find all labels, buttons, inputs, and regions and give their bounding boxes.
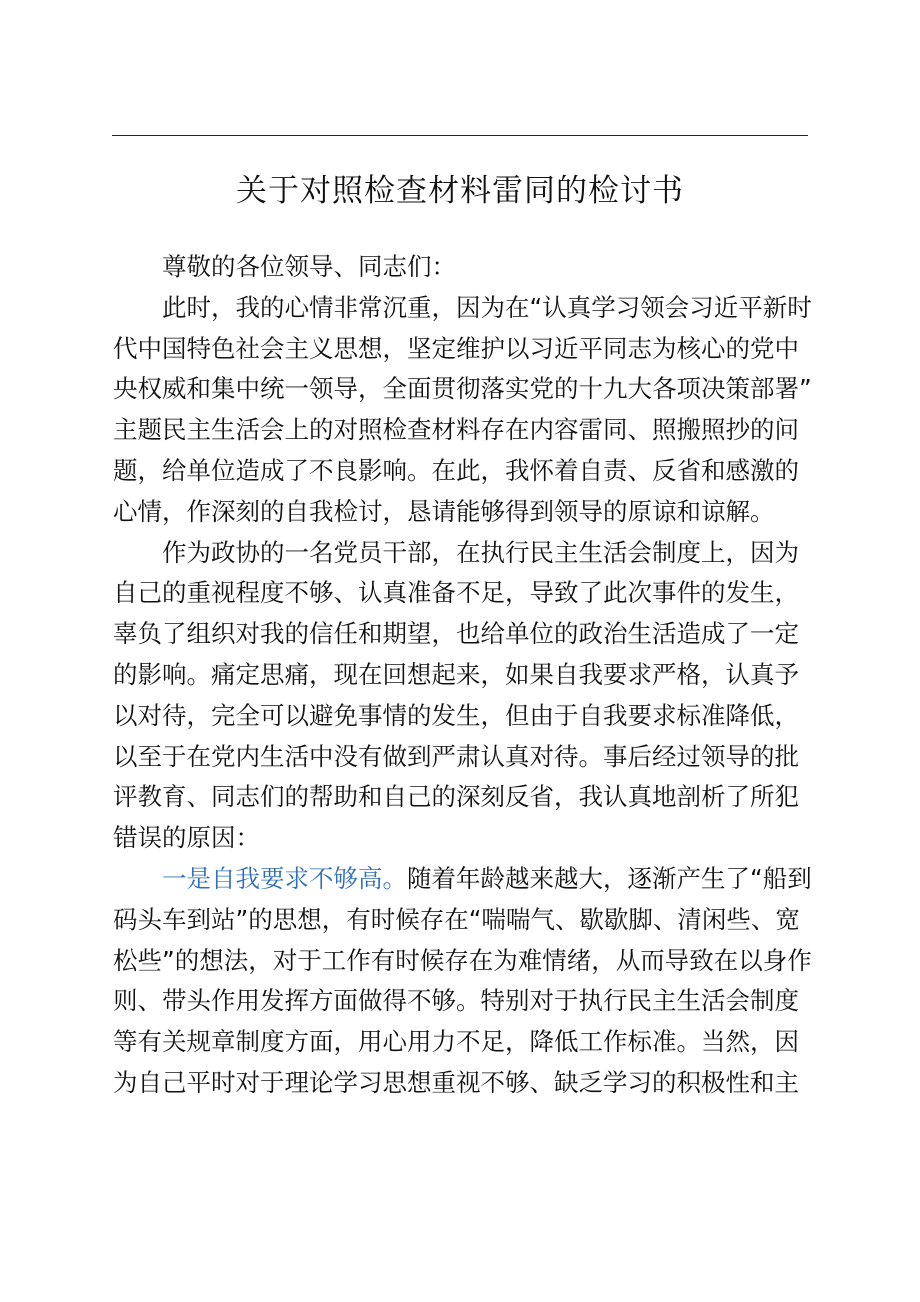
text-line: 码头车到站”的思想，有时候存在“喘喘气、歇歇脚、清闲些、宽 [113, 904, 800, 934]
text-line: 为自己平时对于理论学习思想重视不够、缺乏学习的积极性和主 [113, 1067, 799, 1097]
text-line: 以对待，完全可以避免事情的发生，但由于自我要求标准降低， [113, 700, 799, 730]
text-fragment: 随着年龄越来越大，逐渐产生了“船到 [407, 863, 812, 893]
text-line: 题，给单位造成了不良影响。在此，我怀着自责、反省和感激的 [113, 455, 799, 485]
paragraph-2 [113, 533, 813, 859]
text-line: 尊敬的各位领导、同志们： [162, 252, 456, 281]
paragraph-3 [113, 859, 813, 1104]
document-body [113, 247, 813, 1104]
text-line: 辜负了组织对我的信任和期望，也给单位的政治生活造成了一定 [113, 619, 799, 649]
text-line: 等有关规章制度方面，用心用力不足，降低工作标准。当然，因 [113, 1027, 799, 1057]
text-line: 央权威和集中统一领导，全面贯彻落实党的十九大各项决策部署” [113, 374, 812, 404]
text-line: 则、带头作用发挥方面做得不够。特别对于执行民主生活会制度 [113, 986, 799, 1016]
text-line: 主题民主生活会上的对照检查材料存在内容雷同、照搬照抄的问 [113, 415, 799, 445]
header-rule [112, 135, 808, 136]
document-title: 关于对照检查材料雷同的检讨书 [236, 173, 684, 209]
text-line: 评教育、同志们的帮助和自己的深刻反省，我认真地剖析了所犯 [113, 782, 799, 812]
text-line: 以至于在党内生活中没有做到严肃认真对待。事后经过领导的批 [113, 741, 799, 771]
text-line: 心情，作深刻的自我检讨，恳请能够得到领导的原谅和谅解。 [113, 496, 775, 526]
paragraph-1 [113, 288, 813, 533]
text-line: 代中国特色社会主义思想，坚定维护以习近平同志为核心的党中 [113, 333, 799, 363]
salutation [113, 247, 813, 288]
text-line: 松些”的想法，对于工作有时候存在为难情绪，从而导致在以身作 [113, 945, 812, 975]
text-line: 自己的重视程度不够、认真准备不足，导致了此次事件的发生， [113, 578, 799, 608]
text-line: 作为政协的一名党员干部，在执行民主生活会制度上，因为 [162, 537, 799, 567]
text-line [113, 859, 813, 900]
point-heading: 一是自我要求不够高。 [162, 863, 407, 893]
text-line: 的影响。痛定思痛，现在回想起来，如果自我要求严格，认真予 [113, 659, 799, 689]
text-line: 错误的原因： [113, 823, 260, 853]
text-line: 此时，我的心情非常沉重，因为在“认真学习领会习近平新时 [162, 292, 812, 322]
